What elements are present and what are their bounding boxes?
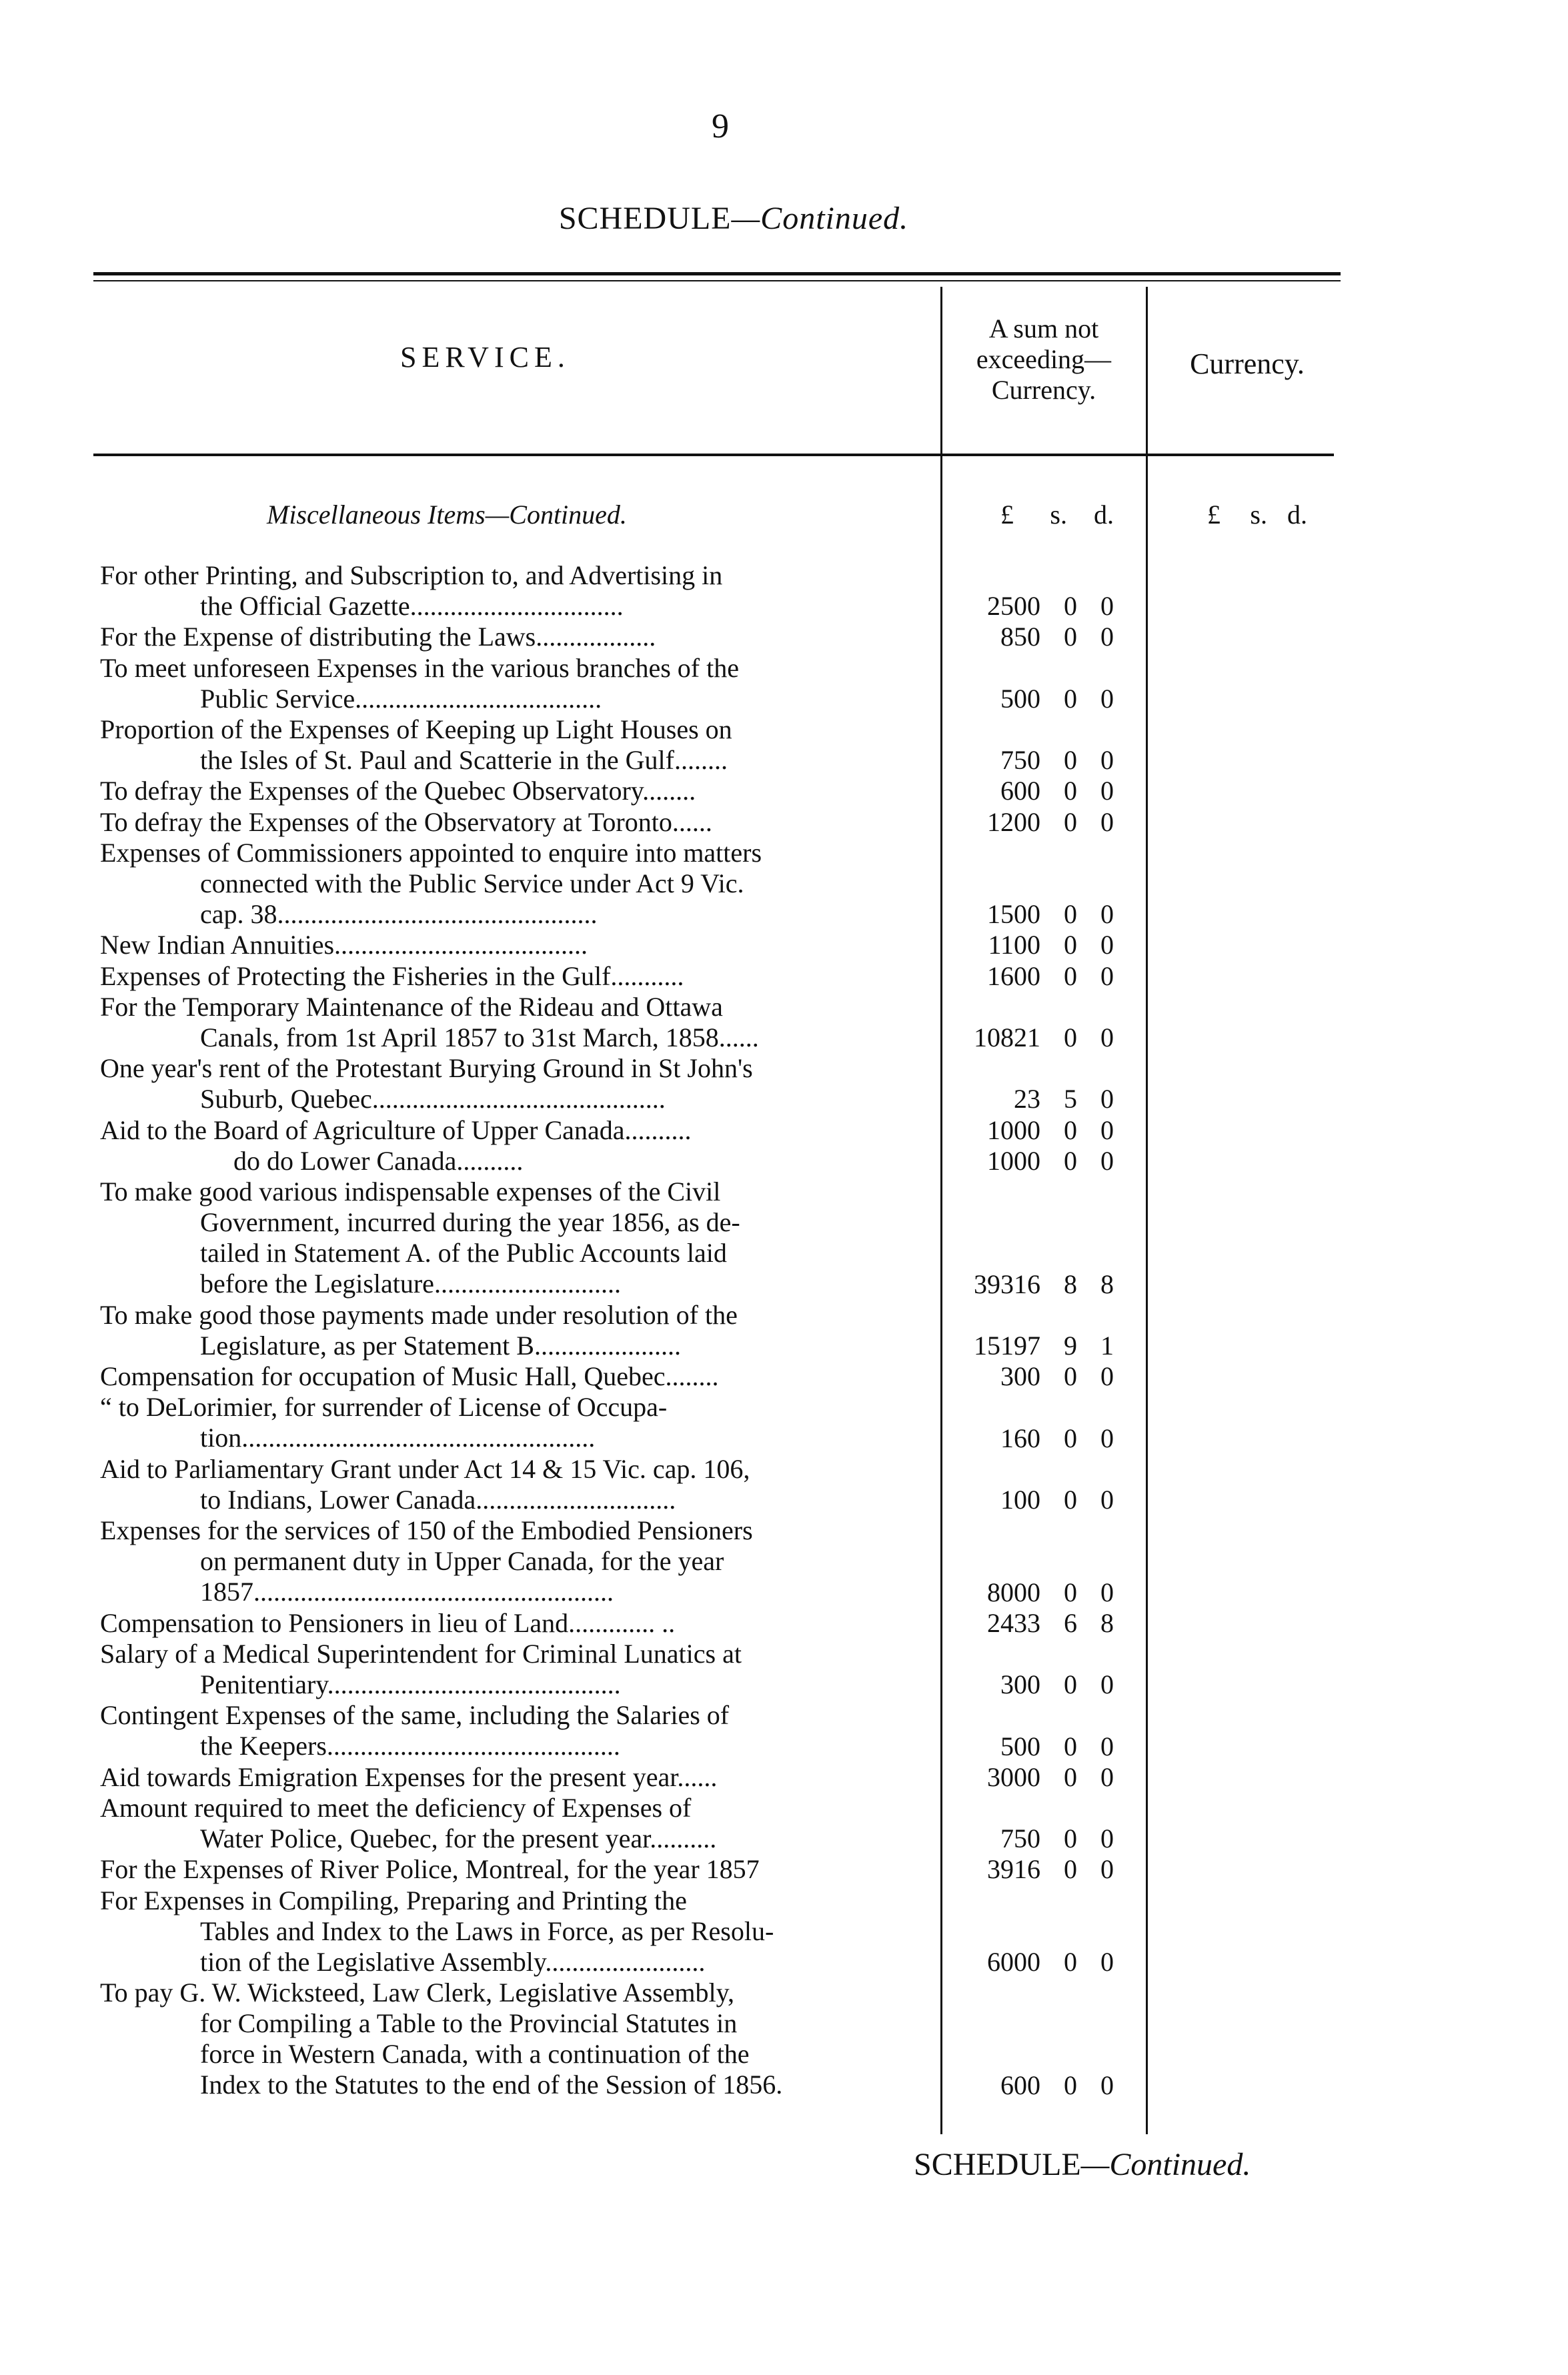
schedule-item [100, 930, 940, 960]
item-text-line: for Compiling a Table to the Provincial Statutes in [200, 2008, 738, 2039]
amount-pence: 0 [1100, 1114, 1114, 1145]
item-text-line: New Indian Annuities...................................... [100, 930, 588, 960]
amount-pounds: 160 [1000, 1423, 1040, 1453]
amount-pence: 0 [1100, 1731, 1114, 1761]
schedule-item [100, 838, 940, 930]
item-text-line: Tables and Index to the Laws in Force, as per Resolu- [200, 1915, 774, 1946]
item-amount [954, 1423, 1114, 1454]
amount-shillings: 0 [1064, 806, 1077, 837]
amount-pence: 0 [1100, 1761, 1114, 1792]
amount-shillings: 0 [1064, 683, 1077, 714]
unit-shillings: s. [1050, 500, 1067, 530]
item-text-line: Suburb, Quebec............................................ [200, 1084, 666, 1114]
schedule-item [100, 1454, 940, 1515]
amount-pence: 0 [1100, 1485, 1114, 1515]
item-text-line: Proportion of the Expenses of Keeping up Light Houses on [100, 714, 732, 744]
unit-pounds: £ [1207, 500, 1221, 530]
amount-shillings: 0 [1064, 1823, 1077, 1854]
item-text-line: For other Printing, and Subscription to, and Advertising in [100, 560, 723, 590]
schedule-item [100, 622, 940, 652]
amount-pence: 0 [1100, 745, 1114, 776]
item-amount [954, 622, 1114, 652]
item-text-line: Aid to Parliamentary Grant under Act 14 & 15 Vic. cap. 106, [100, 1453, 750, 1484]
item-amount [954, 776, 1114, 806]
amount-shillings: 0 [1064, 1423, 1077, 1453]
section-subheading: Miscellaneous Items—Continued. [267, 500, 627, 530]
amount-shillings: 0 [1064, 1361, 1077, 1392]
amount-pence: 0 [1100, 591, 1114, 622]
amount-pounds: 300 [1000, 1669, 1040, 1700]
amount-shillings: 0 [1064, 1854, 1077, 1885]
amount-pounds: 850 [1000, 622, 1040, 652]
amount-pence: 0 [1100, 1423, 1114, 1453]
amount-pounds: 1000 [987, 1145, 1040, 1176]
unit-pounds: £ [1000, 500, 1014, 530]
amount-shillings: 0 [1064, 930, 1077, 960]
title-suffix: —Continued. [731, 201, 909, 236]
item-amount [954, 591, 1114, 622]
item-text-line: tailed in Statement A. of the Public Accounts laid [200, 1238, 727, 1268]
item-amount [954, 1022, 1114, 1053]
schedule-item [100, 992, 940, 1053]
amount-pence: 0 [1100, 1854, 1114, 1885]
amount-pence: 0 [1100, 1577, 1114, 1607]
item-amount [954, 961, 1114, 992]
footer-main: SCHEDULE [914, 2147, 1081, 2182]
sum-header-line: exceeding— [976, 344, 1112, 374]
column-divider-right [1146, 287, 1148, 2134]
top-rule-thick [93, 272, 1341, 275]
amount-pence: 0 [1100, 2070, 1114, 2100]
amount-pounds: 750 [1000, 745, 1040, 776]
amount-shillings: 5 [1064, 1084, 1077, 1114]
amount-pounds: 6000 [987, 1947, 1040, 1977]
schedule-item [100, 1885, 940, 1977]
item-text-line: Government, incurred during the year 1856, as de- [200, 1207, 740, 1237]
item-text-line: Expenses of Commissioners appointed to enquire into matters [100, 837, 762, 868]
schedule-item [100, 807, 940, 838]
amount-shillings: 6 [1064, 1607, 1077, 1638]
amount-pounds: 2433 [987, 1607, 1040, 1638]
item-text-line: Aid to the Board of Agriculture of Upper Canada.......... [100, 1114, 692, 1145]
amount-pounds: 1600 [987, 960, 1040, 991]
amount-pence: 0 [1100, 899, 1114, 930]
amount-pence: 0 [1100, 776, 1114, 806]
amount-pounds: 1100 [988, 930, 1040, 960]
item-text-line: before the Legislature............................ [200, 1269, 621, 1299]
schedule-item [100, 1854, 940, 1885]
item-text-line: on permanent duty in Upper Canada, for the year [200, 1546, 724, 1577]
item-text-line: For the Expenses of River Police, Montreal, for the year 1857 [100, 1854, 760, 1885]
item-text-line: Expenses of Protecting the Fisheries in the Gulf........... [100, 960, 684, 991]
item-text-line: Aid towards Emigration Expenses for the present year...... [100, 1761, 718, 1792]
page-title [467, 200, 1000, 237]
footer-catchword [914, 2146, 1251, 2183]
amount-shillings: 0 [1064, 899, 1077, 930]
item-text-line: the Isles of St. Paul and Scatterie in the Gulf........ [200, 745, 728, 775]
item-text-line: One year's rent of the Protestant Burying Ground in St John's [100, 1053, 753, 1084]
item-amount [954, 1608, 1114, 1639]
item-text-line: For Expenses in Compiling, Preparing and Printing the [100, 1885, 687, 1915]
schedule-item [100, 1300, 940, 1361]
amount-pounds: 300 [1000, 1361, 1040, 1392]
item-amount [954, 1762, 1114, 1793]
item-text-line: tion of the Legislative Assembly........................ [200, 1946, 706, 1977]
amount-pence: 0 [1100, 1022, 1114, 1052]
amount-pounds: 8000 [987, 1577, 1040, 1607]
item-amount [954, 1485, 1114, 1515]
footer-suffix: —Continued. [1080, 2147, 1251, 2182]
item-text-line: Public Service..................................... [200, 683, 602, 714]
item-text-line: the Official Gazette................................ [200, 591, 624, 621]
header-rule [93, 454, 1334, 456]
item-text-line: to Indians, Lower Canada.............................. [200, 1484, 676, 1515]
amount-pounds: 500 [1000, 683, 1040, 714]
amount-pence: 0 [1100, 1084, 1114, 1114]
item-amount [954, 1669, 1114, 1700]
amount-pence: 1 [1100, 1331, 1114, 1361]
schedule-item [100, 1515, 940, 1607]
page-number: 9 [712, 107, 729, 145]
amount-shillings: 0 [1064, 1577, 1077, 1607]
sum-column-header [947, 313, 1140, 406]
amount-pence: 0 [1100, 960, 1114, 991]
item-text-line: Amount required to meet the deficiency of Expenses of [100, 1793, 692, 1823]
amount-pence: 0 [1100, 1947, 1114, 1977]
schedule-item [100, 1146, 940, 1176]
sum-header-line: Currency. [991, 375, 1096, 405]
item-text-line: Penitentiary............................................ [200, 1669, 621, 1699]
item-text-line: To make good those payments made under resolution of the [100, 1299, 738, 1330]
amount-pounds: 1500 [987, 899, 1040, 930]
item-text-line: do do Lower Canada.......... [233, 1145, 524, 1176]
item-amount [954, 1115, 1114, 1146]
item-amount [954, 899, 1114, 930]
item-text-line: the Keepers............................................ [200, 1731, 620, 1761]
amount-pounds: 3000 [987, 1761, 1040, 1792]
amount-shillings: 0 [1064, 960, 1077, 991]
item-amount [954, 1947, 1114, 1977]
schedule-item [100, 1700, 940, 1761]
schedule-item [100, 1176, 940, 1299]
item-amount [954, 1269, 1114, 1300]
item-text-line: connected with the Public Service under Act 9 Vic. [200, 868, 744, 898]
amount-shillings: 0 [1064, 1761, 1077, 1792]
amount-pence: 8 [1100, 1269, 1114, 1299]
amount-pounds: 500 [1000, 1731, 1040, 1761]
sum-header-line: A sum not [988, 313, 1099, 343]
item-text-line: Salary of a Medical Superintendent for Criminal Lunatics at [100, 1639, 742, 1669]
item-text-line: Water Police, Quebec, for the present year.......... [200, 1823, 717, 1853]
schedule-item [100, 961, 940, 992]
schedule-item [100, 1639, 940, 1700]
item-amount [954, 745, 1114, 776]
amount-shillings: 0 [1064, 1669, 1077, 1700]
service-column-header: SERVICE. [400, 341, 570, 373]
amount-pence: 8 [1100, 1607, 1114, 1638]
amount-pounds: 1000 [987, 1114, 1040, 1145]
amount-pounds: 39316 [974, 1269, 1040, 1299]
currency-column-header: Currency. [1190, 347, 1305, 380]
item-text-line: For the Expense of distributing the Laws.................. [100, 622, 656, 652]
amount-shillings: 0 [1064, 1114, 1077, 1145]
item-text-line: Compensation for occupation of Music Hall, Quebec........ [100, 1361, 719, 1392]
schedule-item [100, 1053, 940, 1114]
amount-pounds: 2500 [987, 591, 1040, 622]
item-amount [954, 1331, 1114, 1361]
item-amount [954, 1146, 1114, 1176]
item-text-line: To defray the Expenses of the Quebec Observatory........ [100, 776, 696, 806]
amount-pounds: 10821 [974, 1022, 1040, 1052]
schedule-item [100, 1392, 940, 1453]
amount-pence: 0 [1100, 1361, 1114, 1392]
amount-shillings: 0 [1064, 745, 1077, 776]
amount-pounds: 100 [1000, 1485, 1040, 1515]
amount-pence: 0 [1100, 683, 1114, 714]
item-text-line: Contingent Expenses of the same, including the Salaries of [100, 1700, 730, 1731]
schedule-item [100, 1762, 940, 1793]
item-text-line: Canals, from 1st April 1857 to 31st March, 1858...... [200, 1022, 759, 1052]
amount-pounds: 1200 [987, 806, 1040, 837]
amount-shillings: 9 [1064, 1331, 1077, 1361]
amount-pence: 0 [1100, 930, 1114, 960]
item-amount [954, 2070, 1114, 2101]
item-text-line: Expenses for the services of 150 of the Embodied Pensioners [100, 1515, 753, 1546]
amount-shillings: 0 [1064, 1947, 1077, 1977]
item-text-line: To defray the Expenses of the Observatory at Toronto...... [100, 806, 712, 837]
item-amount [954, 1577, 1114, 1608]
item-text-line: To make good various indispensable expenses of the Civil [100, 1176, 721, 1207]
item-text-line: Legislature, as per Statement B...................... [200, 1330, 681, 1361]
schedule-item [100, 1361, 940, 1392]
amount-pence: 0 [1100, 622, 1114, 652]
currency-units [1187, 499, 1341, 530]
amount-pounds: 3916 [987, 1854, 1040, 1885]
item-amount [954, 807, 1114, 838]
amount-shillings: 0 [1064, 1022, 1077, 1052]
amount-shillings: 0 [1064, 1485, 1077, 1515]
amount-shillings: 0 [1064, 1145, 1077, 1176]
title-main: SCHEDULE [558, 201, 732, 236]
item-text-line: Index to the Statutes to the end of the Session of 1856. [200, 2070, 783, 2100]
schedule-item [100, 776, 940, 806]
item-text-line: tion..................................................... [200, 1423, 596, 1453]
amount-pounds: 23 [1014, 1084, 1040, 1114]
item-text-line: To pay G. W. Wicksteed, Law Clerk, Legislative Assembly, [100, 1977, 734, 2008]
item-amount [954, 1854, 1114, 1885]
amount-shillings: 0 [1064, 1731, 1077, 1761]
item-amount [954, 684, 1114, 714]
item-amount [954, 930, 1114, 960]
unit-pence: d. [1287, 500, 1307, 530]
item-text-line: To meet unforeseen Expenses in the various branches of the [100, 652, 739, 683]
schedule-item [100, 1115, 940, 1146]
column-divider-left [940, 287, 942, 2134]
item-amount [954, 1361, 1114, 1392]
amount-shillings: 0 [1064, 591, 1077, 622]
item-text-line: force in Western Canada, with a continuation of the [200, 2039, 750, 2070]
amount-pounds: 750 [1000, 1823, 1040, 1854]
item-text-line: Compensation to Pensioners in lieu of Land............. .. [100, 1607, 676, 1638]
schedule-item [100, 1977, 940, 2100]
unit-pence: d. [1094, 500, 1114, 530]
unit-shillings: s. [1250, 500, 1267, 530]
amount-shillings: 0 [1064, 776, 1077, 806]
amount-pounds: 600 [1000, 2070, 1040, 2100]
item-text-line: “ to DeLorimier, for surrender of License of Occupa- [100, 1392, 668, 1423]
item-text-line: 1857...................................................... [200, 1577, 614, 1607]
item-amount [954, 1731, 1114, 1762]
top-rule-thin [93, 280, 1341, 281]
item-text-line: For the Temporary Maintenance of the Rideau and Ottawa [100, 991, 723, 1022]
schedule-item [100, 1793, 940, 1854]
schedule-item [100, 560, 940, 622]
amount-pence: 0 [1100, 1669, 1114, 1700]
schedule-item [100, 1608, 940, 1639]
amount-shillings: 0 [1064, 2070, 1077, 2100]
amount-shillings: 8 [1064, 1269, 1077, 1299]
schedule-item [100, 653, 940, 714]
item-amount [954, 1084, 1114, 1114]
amount-pence: 0 [1100, 1145, 1114, 1176]
item-text-line: cap. 38................................................ [200, 898, 598, 929]
amount-pounds: 15197 [974, 1331, 1040, 1361]
amount-pence: 0 [1100, 806, 1114, 837]
item-amount [954, 1823, 1114, 1854]
amount-pounds: 600 [1000, 776, 1040, 806]
amount-pence: 0 [1100, 1823, 1114, 1854]
sum-units [960, 499, 1127, 530]
amount-shillings: 0 [1064, 622, 1077, 652]
schedule-item [100, 714, 940, 776]
